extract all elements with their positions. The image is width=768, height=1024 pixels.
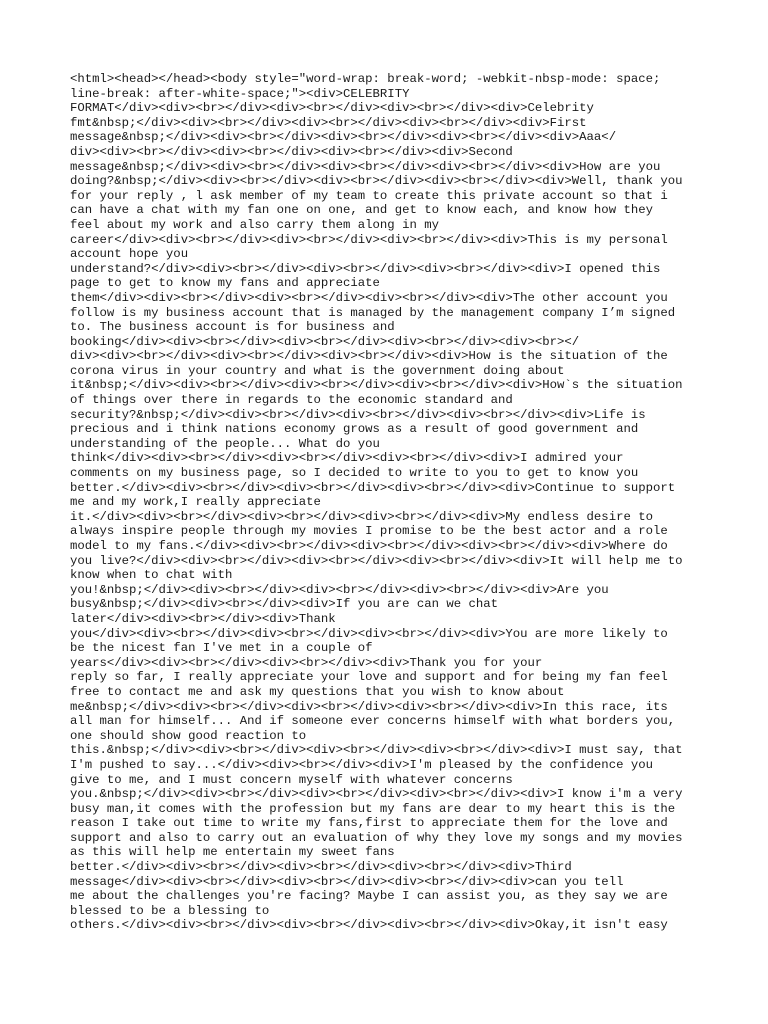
text-line: doing?&nbsp;</div><div><br></div><div><br></div><div><br></div><div>Well, thank you [70, 174, 683, 189]
text-line: you</div><div><br></div><div><br></div><div><br></div><div>You are more likely to [70, 626, 668, 641]
text-line: one should show good reaction to [70, 728, 307, 743]
text-line: follow is my business account that is managed by the management company I’m signed [70, 305, 676, 320]
text-line: <html><head></head><body style="word-wrap: break-word; -webkit-nbsp-mode: space; [70, 72, 661, 86]
text-line: can have a chat with my fan one on one, and get to know each, and know how they [70, 203, 653, 218]
text-line: you!&nbsp;</div><div><br></div><div><br></div><div><br></div><div>Are you [70, 582, 609, 597]
text-line: account hope you [70, 247, 189, 262]
text-line: div><div><br></div><div><br></div><div><br></div><div>Second [70, 144, 513, 159]
text-line: better.</div><div><br></div><div><br></div><div><br></div><div>Continue to support [70, 480, 676, 495]
text-line: you.&nbsp;</div><div><br></div><div><br></div><div><br></div><div>I know i'm a very [70, 787, 683, 802]
text-line: it.</div><div><br></div><div><br></div><div><br></div><div>My endless desire to [70, 509, 653, 524]
text-line: security?&nbsp;</div><div><br></div><div><br></div><div><br></div><div>Life is [70, 407, 646, 422]
text-line: div><div><br></div><div><br></div><div><br></div><div>How is the situation of the [70, 349, 668, 364]
text-line: me and my work,I really appreciate [70, 495, 321, 510]
text-line: to. The business account is for business and [70, 320, 395, 335]
text-line: model to my fans.</div><div><br></div><div><br></div><div><br></div><div>Where do [70, 539, 668, 553]
text-line: you live?</div><div><br></div><div><br></div><div><br></div><div>It will help me to [70, 553, 683, 568]
text-line: precious and i think nations economy grows as a result of good government and [70, 422, 639, 437]
text-line: years</div><div><br></div><div><br></div><div>Thank you for your [70, 655, 543, 670]
text-line: give to me, and I must concern myself with whatever concerns [70, 772, 513, 787]
text-line: better.</div><div><br></div><div><br></div><div><br></div><div>Third [70, 860, 572, 875]
text-line: booking</div><div><br></div><div><br></div><div><br></div><div><br></ [70, 334, 580, 349]
text-line: later</div><div><br></div><div>Thank [70, 611, 336, 626]
text-line: all man for himself... And if someone ever concerns himself with what borders you, [70, 714, 676, 729]
text-line: me&nbsp;</div><div><br></div><div><br></div><div><br></div><div>In this race, its [70, 699, 668, 714]
text-line: fmt&nbsp;</div><div><br></div><div><br></div><div><br></div><div>First [70, 115, 587, 130]
text-line: always inspire people through my movies I promise to be the best actor and a role [70, 524, 668, 539]
text-line: busy man,it comes with the profession but my fans are dear to my heart this is the [70, 801, 676, 816]
text-line: understanding of the people... What do you [70, 436, 380, 451]
text-line: me about the challenges you're facing? Maybe I can assist you, as they say we are [70, 889, 668, 904]
text-line: FORMAT</div><div><br></div><div><br></div><div><br></div><div>Celebrity [70, 101, 594, 116]
text-line: of things over there in regards to the economic standard and [70, 393, 513, 408]
text-line: feel about my work and also carry them along in my [70, 217, 439, 232]
text-line: support and also to carry out an evaluation of why they love my songs and my movies [70, 830, 683, 845]
text-line: reply so far, I really appreciate your love and support and for being my fan feel [70, 670, 668, 685]
text-line: message&nbsp;</div><div><br></div><div><br></div><div><br></div><div>How are you [70, 159, 661, 174]
text-line: message</div><div><br></div><div><br></div><div><br></div><div>can you tell [70, 874, 624, 889]
text-line: them</div><div><br></div><div><br></div><div><br></div><div>The other account you [70, 290, 668, 305]
text-line: blessed to be a blessing to [70, 903, 270, 918]
text-line: reason I take out time to write my fans,first to appreciate them for the love and [70, 816, 668, 831]
text-line: busy&nbsp;</div><div><br></div><div>If you are can we chat [70, 597, 499, 612]
text-line: as this will help me entertain my sweet fans [70, 845, 395, 860]
text-line: free to contact me and ask my questions that you wish to know about [70, 684, 565, 699]
text-line: I'm pushed to say...</div><div><br></div><div>I'm pleased by the confidence you [70, 757, 653, 772]
text-line: it&nbsp;</div><div><br></div><div><br></div><div><br></div><div>How`s the situation [70, 378, 683, 393]
document-body [70, 72, 698, 933]
text-line: line-break: after-white-space;"><div>CELEBRITY [70, 86, 410, 101]
text-line: this.&nbsp;</div><div><br></div><div><br></div><div><br></div><div>I must say, that [70, 743, 683, 758]
text-line: page to get to know my fans and appreciate [70, 276, 380, 291]
text-line: know when to chat with [70, 568, 233, 583]
text-line: message&nbsp;</div><div><br></div><div><br></div><div><br></div><div>Aaa</ [70, 130, 617, 145]
text-line: understand?</div><div><br></div><div><br></div><div><br></div><div>I opened this [70, 261, 661, 276]
text-line: corona virus in your country and what is the government doing about [70, 363, 565, 378]
text-line: be the nicest fan I've met in a couple of [70, 641, 373, 656]
text-line: others.</div><div><br></div><div><br></div><div><br></div><div>Okay,it isn't easy [70, 918, 668, 933]
text-line: for your reply , l ask member of my team to create this private account so that i [70, 188, 668, 203]
text-line: comments on my business page, so I decided to write to you to get to know you [70, 466, 639, 481]
text-line: career</div><div><br></div><div><br></div><div><br></div><div>This is my personal [70, 232, 668, 247]
text-line: think</div><div><br></div><div><br></div><div><br></div><div>I admired your [70, 451, 624, 466]
